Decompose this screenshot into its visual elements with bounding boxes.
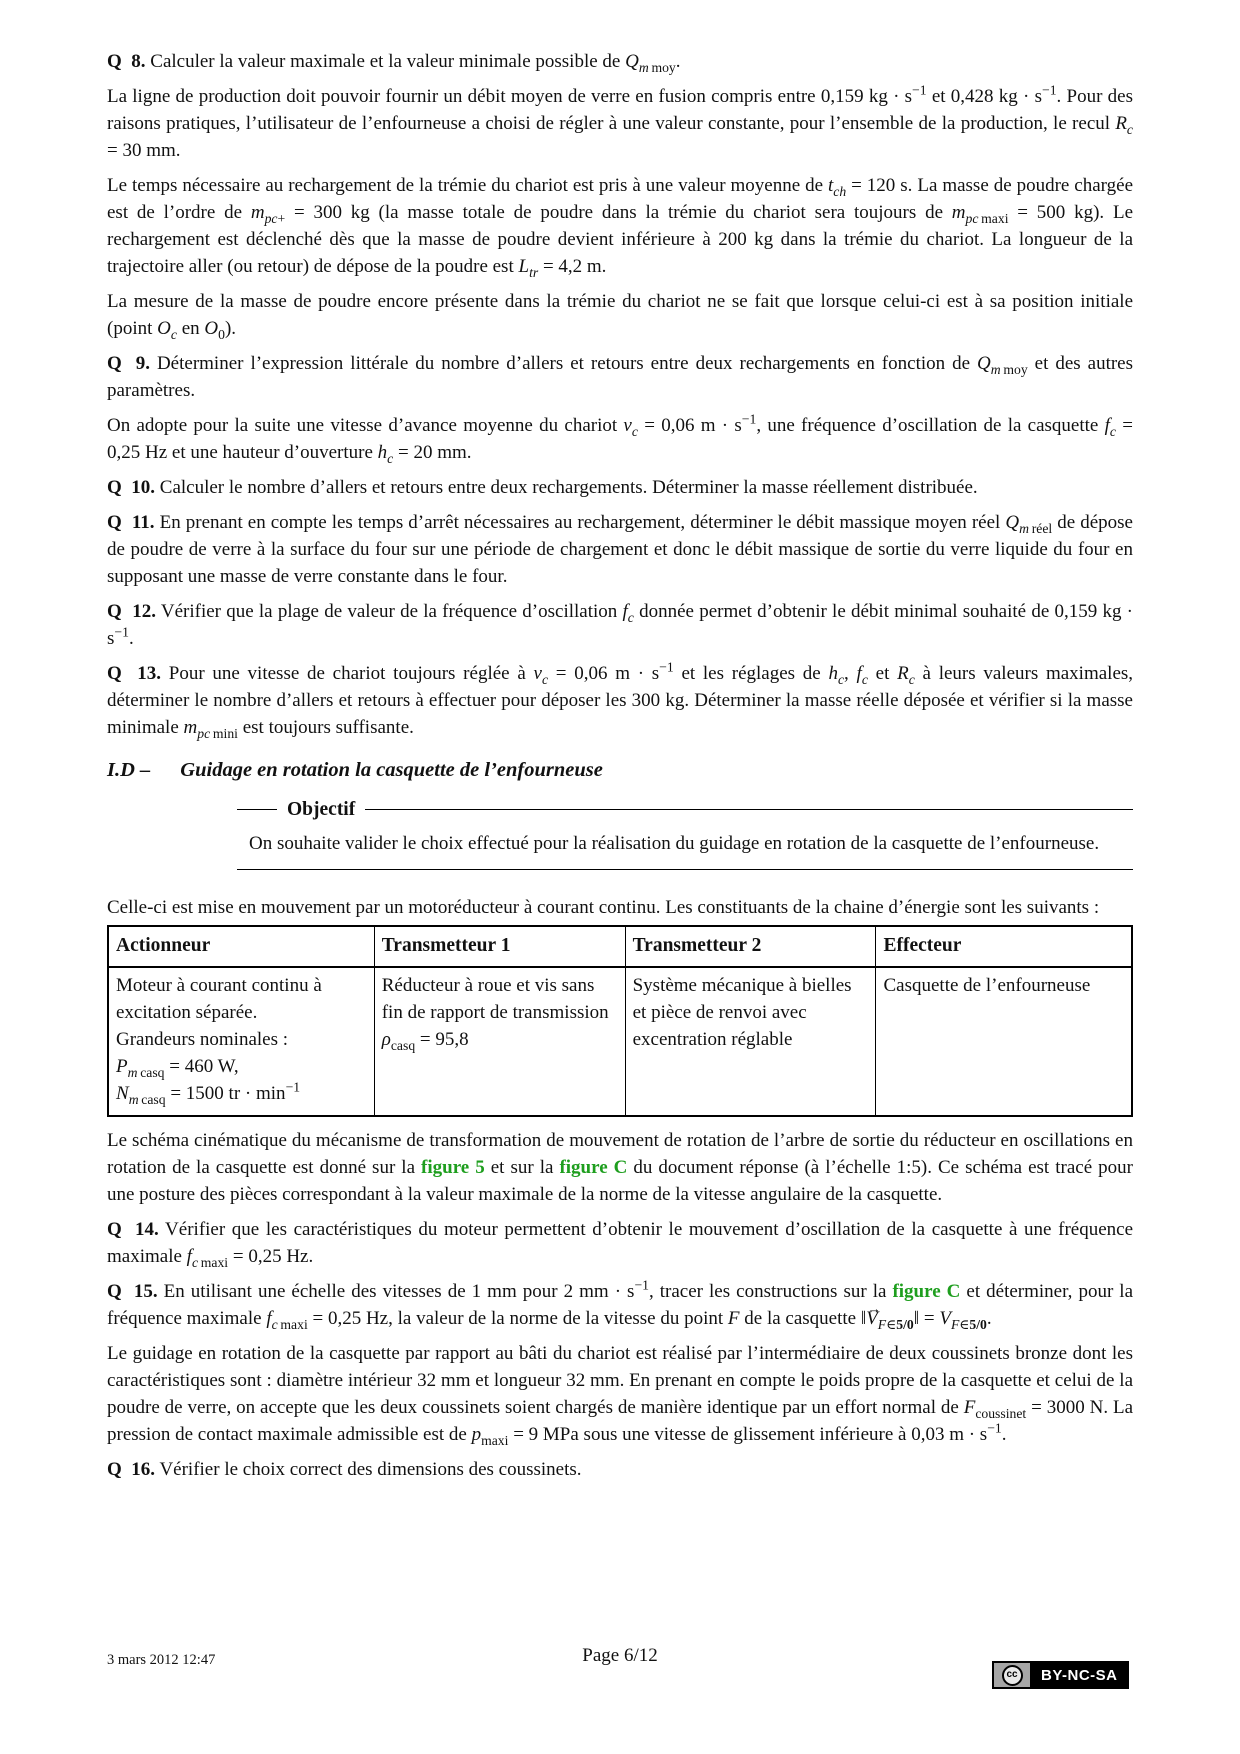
table-body-row [108, 967, 1132, 1116]
objectif-header [237, 796, 1133, 823]
objectif-title: Objectif [287, 799, 356, 820]
paragraph-recharge-time: Le temps nécessaire au rechargement de la trémie du chariot est pris à une valeur moyenne de $t_{ch} = 120$ s. La masse de poudre chargée est de l’ordre de $m_{pc+} = 300$ kg (la masse totale de poudre dans la trémie du chariot sera toujours de $m_{pc maxi} = 500$ kg). Le rechargement est déclenché dès que la masse de poudre devient inférieure à 200 kg dans la trémie du chariot. La longueur de la trajectoire aller (ou retour) de dépose de la poudre est $L_{tr} = 4,2$ m. [107, 175, 1133, 280]
question-12: Q 12. Vérifier que la plage de valeur de la fréquence d’oscillation $f_c$ donnée permet d’obtenir le débit minimal souhaité de 0,159 kg · $s^{-1}$. [107, 601, 1134, 649]
table-header-transmetteur-1: Transmetteur 1 [374, 926, 625, 967]
question-8: Q 8. Calculer la valeur maximale et la valeur minimale possible de $Q_{m moy}$. [107, 51, 681, 75]
figure-link[interactable]: figure C [892, 1281, 961, 1302]
paragraph-guidage: Le guidage en rotation de la casquette par rapport au bâti du chariot est réalisé par l’intermédiaire de deux coussinets bronze dont les caractéristiques sont : diamètre intérieur 32 mm et longueur 32 mm. En prenant en compte le poids propre de la casquette et celui de la poudre de verre, on accepte que les deux coussinets soient chargés de manière identique par un effort normal de $F_{coussinet} = 3000$ N. La pression de contact maximale admissible est de $p_{maxi} = 9$ MPa sous une vitesse de glissement inférieure à 0,03 $m \cdot s^{-1}$. [107, 1343, 1133, 1448]
cc-license-label: BY-NC-SA [1041, 1666, 1118, 1684]
energy-chain-table [107, 925, 1133, 1117]
question-14: Q 14. Vérifier que les caractéristiques du moteur permettent d’obtenir le mouvement d’oscillation de la casquette à une fréquence maximale $f_{c maxi} = 0,25$ Hz. [107, 1219, 1133, 1270]
paragraph-mass-measure: La mesure de la masse de poudre encore présente dans la trémie du chariot ne se fait que lorsque celui-ci est à sa position initiale (point $O_c$ en $O_0$). [107, 291, 1133, 342]
paragraph-production-line: La ligne de production doit pouvoir fournir un débit moyen de verre en fusion compris entre 0,159 kg · $s^{-1}$ et 0,428 kg · $s^{-1}$. Pour des raisons pratiques, l’utilisateur de l’enfourneuse a choisi de régler à une valeur constante, pour l’ensemble de la production, le recul $R_c = 30$ mm. [107, 82, 1134, 161]
question-10: Q 10. Calculer le nombre d’allers et retours entre deux rechargements. Déterminer la masse réellement distribuée. [107, 477, 978, 498]
table-cell-transmetteur-2: Système mécanique à bielles et pièce de renvoi avec excentration réglable [625, 967, 876, 1116]
paragraph-adopted-values: On adopte pour la suite une vitesse d’avance moyenne du chariot $v_c = 0,06$ $m \cdot s^{-1}$, une fréquence d’oscillation de la casquette $f_c = 0,25$ Hz et une hauteur d’ouverture $h_c = 20$ mm. [107, 411, 1133, 466]
objectif-text: On souhaite valider le choix effectué pour la réalisation du guidage en rotation de la casquette de l’enfourneuse. [237, 823, 1133, 870]
question-9: Q 9. Déterminer l’expression littérale du nombre d’allers et retours entre deux rechargements en fonction de $Q_{m moy}$ et des autres paramètres. [107, 353, 1134, 401]
table-cell-transmetteur-1: Réducteur à roue et vis sans fin de rapport de transmission $\rho_{casq} = 95,8$ [374, 967, 625, 1116]
paragraph-schema: Le schéma cinématique du mécanisme de transformation de mouvement de rotation de l’arbre de sortie du réducteur en oscillations en rotation de la casquette est donné sur la figure 5 et sur la figure C du document réponse (à l’échelle 1:5). Ce schéma est tracé pour une posture des pièces correspondant à la valeur maximale de la norme de la vitesse angulaire de la casquette. [107, 1130, 1133, 1205]
question-11: Q 11. En prenant en compte les temps d’arrêt nécessaires au rechargement, déterminer le débit massique moyen réel $Q_{m réel}$ de dépose de poudre de verre à la surface du four sur une période de chargement et donc le débit massique de sortie du verre liquide du four en supposant une masse de verre constante dans le four. [107, 512, 1133, 587]
table-header-transmetteur-2: Transmetteur 2 [625, 926, 876, 967]
objectif-box [237, 796, 1133, 870]
footer-timestamp: 3 mars 2012 12:47 [107, 1652, 216, 1668]
cc-license-badge [992, 1661, 1129, 1689]
cc-circle-icon: cc [1002, 1665, 1023, 1686]
objectif-rule-right [365, 809, 1133, 810]
question-16: Q 16. Vérifier le choix correct des dimensions des coussinets. [107, 1459, 582, 1480]
table-cell-effecteur: Casquette de l’enfourneuse [876, 967, 1132, 1116]
question-15: Q 15. En utilisant une échelle des vitesses de 1 mm pour 2 mm · $s^{-1}$, tracer les constructions sur la figure C et déterminer, pour la fréquence maximale $f_{c maxi} = 0,25$ Hz, la valeur de la norme de la vitesse du point F de la casquette ‖→ $V_{F\in 5/0}‖ = V_{F\in 5/0}$. [107, 1278, 1133, 1332]
section-heading-id [107, 757, 1133, 784]
figure-link[interactable]: figure 5 [421, 1157, 485, 1178]
table-cell-actionneur: Moteur à courant continu à excitation séparée. Grandeurs nominales : $P_{m casq} = 460$ W, $N_{m casq} = 1500$ tr · $\min^{-1}$ [108, 967, 374, 1116]
question-13: Q 13. Pour une vitesse de chariot toujours réglée à $v_c = 0,06$ $m \cdot s^{-1}$ et les réglages de $h_c$, $f_c$ et $R_c$ à leurs valeurs maximales, déterminer le nombre d’allers et retours à effectuer pour déposer les 300 kg. Déterminer la masse réelle déposée et vérifier si la masse minimale $m_{pc mini}$ est toujours suffisante. [107, 659, 1134, 741]
table-header-actionneur: Actionneur [108, 926, 374, 967]
table-header-row [108, 926, 1132, 967]
objectif-rule-left [237, 809, 277, 810]
document-content [107, 48, 1133, 1491]
cc-logo [994, 1663, 1032, 1687]
section-title: Guidage en rotation la casquette de l’enfourneuse [180, 759, 603, 781]
footer-page-number: Page 6/12 [582, 1645, 658, 1666]
table-header-effecteur: Effecteur [876, 926, 1132, 967]
paragraph-chain-intro: Celle-ci est mise en mouvement par un motoréducteur à courant continu. Les constituants de la chaine d’énergie sont les suivants : [107, 897, 1100, 918]
section-number: I.D – [107, 759, 151, 781]
figure-link[interactable]: figure C [559, 1157, 628, 1178]
